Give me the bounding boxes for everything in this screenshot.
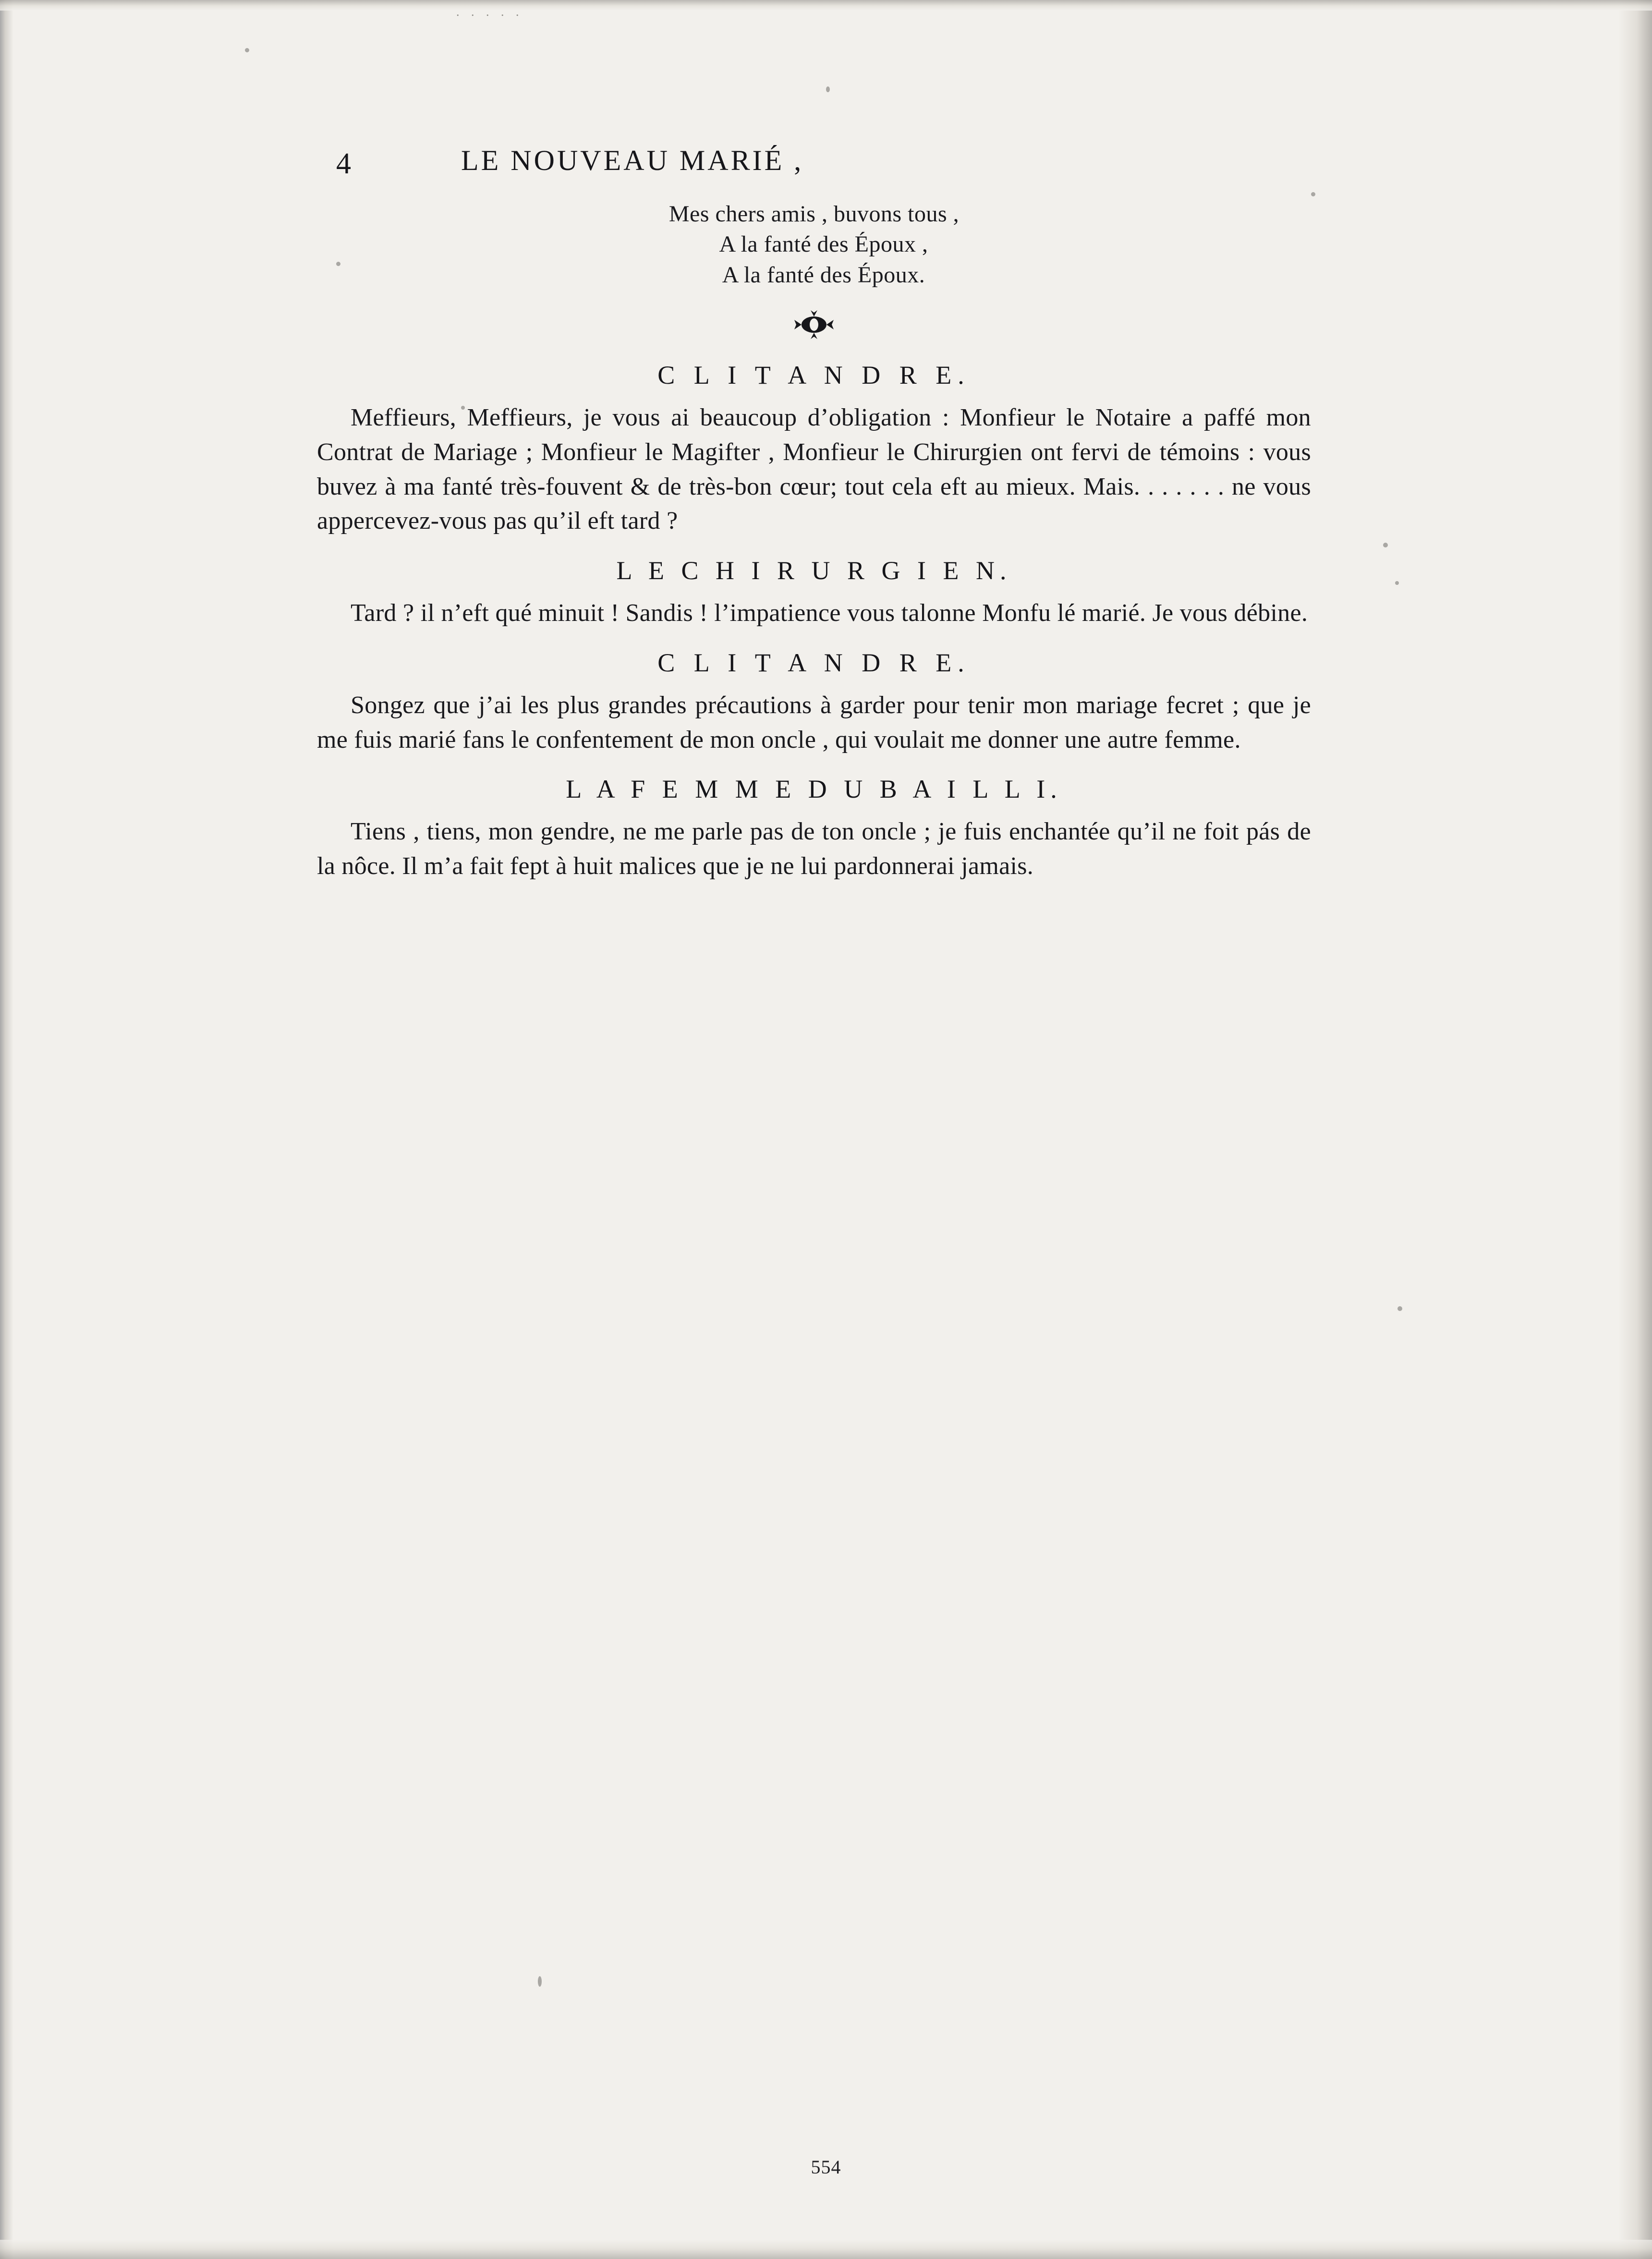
fleuron-ornament (317, 309, 1311, 343)
speech-paragraph: Tiens , tiens, mon gendre, ne me parle pas de ton oncle ; je fuis enchantée qu’il ne foit pás de la nôce. Il m’a fait fept à huit malices que je ne lui pardonnerai jamais. (317, 818, 1311, 880)
page-edge-right (1618, 0, 1652, 2259)
page-edge-top (0, 0, 1652, 11)
verse-stanza (317, 199, 1311, 290)
page-header (317, 134, 1311, 192)
verse-line: A la fanté des Époux , (719, 231, 928, 257)
folio-number-bottom: 554 (811, 2156, 841, 2178)
page-edge-left (0, 0, 13, 2259)
speaker-heading: C L I T A N D R E. (657, 648, 971, 677)
speaker-heading: L E C H I R U R G I E N. (616, 556, 1012, 585)
scan-speck (1383, 543, 1388, 547)
text-block (317, 134, 1311, 884)
verse-line: Mes chers amis , buvons tous , (668, 201, 960, 227)
speech-paragraph: Songez que j’ai les plus grandes précautions à garder pour tenir mon mariage fecret ; que je me fuis marié fans le confentement de mon oncle , qui voulait me donner une autre femme. (317, 691, 1311, 753)
scan-speck (1311, 192, 1315, 196)
scan-speck (826, 86, 830, 92)
scan-speck (538, 1976, 542, 1987)
verse-line: A la fanté des Époux. (722, 262, 925, 288)
scan-speck (1397, 1306, 1402, 1311)
page-edge-bottom (0, 2240, 1652, 2259)
scan-speck (1395, 581, 1399, 585)
speech-paragraph: Meffieurs, Meffieurs, je vous ai beaucoup d’obligation : Monfieur le Notaire a paffé mon Contrat de Mariage ; Monfieur le Magifter , Monfieur le Chirurgien ont fervi de témoins : vous buvez à ma fanté très-fouvent & de très-bon cœur; tout cela eft au mieux. Mais. . . . . . . ne vous appercevez-vous pas qu’il eft tard ? (317, 404, 1311, 535)
scan-speck (245, 48, 249, 52)
speaker-heading: C L I T A N D R E. (657, 361, 971, 390)
running-head: LE NOUVEAU MARIÉ , (461, 145, 804, 176)
speech-paragraph: Tard ? il n’eft qué minuit ! Sandis ! l’impatience vous talonne Monfu lé marié. Je vous débine. (351, 599, 1308, 627)
folio-number-top: 4 (336, 147, 352, 180)
speaker-heading: L A F E M M E D U B A I L L I. (566, 775, 1062, 804)
scan-artifact-top: . . . . . (456, 5, 523, 19)
